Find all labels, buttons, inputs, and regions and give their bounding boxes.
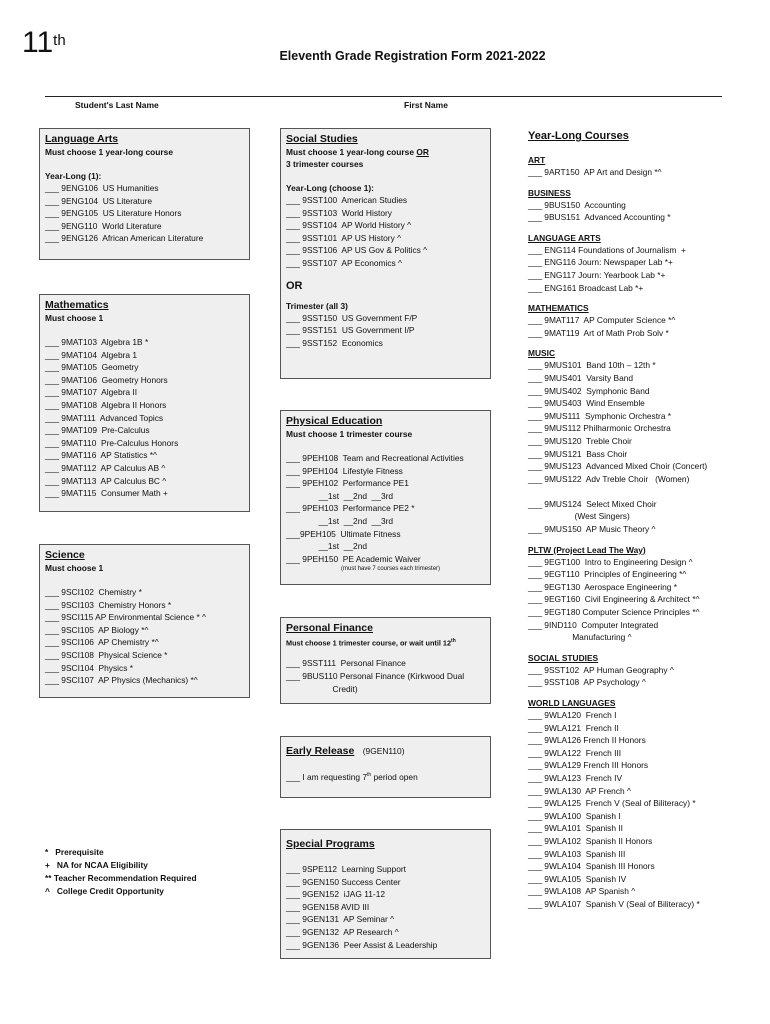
course-option[interactable]: ___ 9SST111 Personal Finance — [286, 658, 406, 669]
course-option: Manufacturing ^ — [528, 632, 632, 643]
year-long-section-heading: WORLD LANGUAGES — [528, 698, 616, 708]
course-option[interactable]: ___ 9WLA108 AP Spanish ^ — [528, 886, 636, 897]
course-option[interactable]: ___ 9WLA105 Spanish IV — [528, 873, 627, 884]
year-long-title: Year-Long Courses — [528, 130, 629, 142]
personal-finance-list — [286, 657, 484, 695]
course-option[interactable]: ___ 9MUS121 Bass Choir — [528, 448, 628, 459]
course-option[interactable]: ___ 9MAT107 Algebra II — [45, 387, 138, 398]
year-long-section-heading: BUSINESS — [528, 187, 571, 198]
course-option[interactable]: ___ 9MUS403 Wind Ensemble — [528, 398, 645, 409]
social-studies-or: OR — [286, 279, 303, 292]
course-option[interactable]: ___ 9PEH150 PE Academic Waiver — [286, 553, 421, 564]
course-option[interactable]: ___ 9PEH108 Team and Recreational Activities — [286, 453, 464, 463]
course-option[interactable]: ___ 9PEH103 Performance PE2 * — [286, 503, 415, 514]
course-option[interactable]: ___ 9GEN150 Success Center — [286, 876, 401, 887]
course-option[interactable]: ___ 9GEN131 AP Seminar ^ — [286, 914, 395, 925]
course-option[interactable]: ___ 9SCI107 AP Physics (Mechanics) *^ — [45, 675, 198, 686]
legend-item: ^ College Credit Opportunity — [45, 886, 164, 896]
social-studies-yearlong-list — [286, 194, 484, 270]
course-option[interactable]: ___ 9SCI104 Physics * — [45, 662, 133, 673]
science-title: Science — [45, 549, 85, 561]
language-arts-subhead: Year-Long (1): — [45, 171, 102, 181]
mathematics-title: Mathematics — [45, 299, 109, 311]
course-option[interactable]: ___ 9MAT110 Pre-Calculus Honors — [45, 437, 179, 448]
social-studies-title: Social Studies — [286, 133, 358, 145]
course-option[interactable]: ___ 9WLA102 Spanish II Honors — [528, 835, 653, 846]
first-name-label: First Name — [404, 100, 448, 110]
course-option[interactable]: ___ 9SCI108 Physical Science * — [45, 649, 168, 660]
course-option[interactable]: ___ 9WLA129 French III Honors — [528, 760, 649, 771]
language-arts-box — [39, 128, 250, 260]
mathematics-list — [45, 336, 243, 500]
personal-finance-title: Personal Finance — [286, 622, 373, 634]
course-option[interactable]: ___9PEH105 Ultimate Fitness — [286, 528, 401, 539]
social-studies-yearlong-head: Year-Long (choose 1): — [286, 183, 374, 193]
last-name-label: Student's Last Name — [75, 100, 159, 110]
language-arts-requirement: Must choose 1 year-long course — [45, 147, 173, 157]
course-option[interactable]: ___ 9EGT160 Civil Engineering & Architect *^ — [528, 594, 700, 605]
special-programs-title: Special Programs — [286, 838, 375, 850]
course-option[interactable]: ___ 9MUS123 Advanced Mixed Choir (Concert) — [528, 461, 708, 472]
course-option[interactable]: ___ 9WLA101 Spanish II — [528, 823, 623, 834]
course-option[interactable]: ___ 9GEN158 AVID III — [286, 901, 370, 912]
course-option[interactable]: ___ 9SCI106 AP Chemistry *^ — [45, 637, 159, 648]
social-studies-requirement-b: 3 trimester courses — [286, 159, 364, 169]
course-option[interactable]: ___ 9BUS151 Advanced Accounting * — [528, 212, 671, 223]
course-option — [528, 485, 760, 498]
course-option: Credit) — [286, 683, 358, 694]
course-option[interactable]: ___ ENG161 Broadcast Lab *+ — [528, 282, 644, 293]
course-option[interactable]: ___ 9EGT130 Aerospace Engineering * — [528, 581, 677, 592]
science-list — [45, 586, 243, 687]
course-option[interactable]: ___ 9MUS150 AP Music Theory ^ — [528, 524, 656, 535]
course-option[interactable]: ___ 9WLA121 French II — [528, 722, 619, 733]
course-option[interactable]: ___ 9SST100 American Studies — [286, 195, 408, 205]
course-option[interactable]: ___ 9EGT100 Intro to Engineering Design ^ — [528, 556, 693, 567]
course-option[interactable]: ___ 9SST106 AP US Gov & Politics ^ — [286, 245, 428, 256]
course-option[interactable]: ___ 9GEN136 Peer Assist & Leadership — [286, 939, 438, 950]
course-option[interactable]: ___ 9MAT116 AP Statistics *^ — [45, 450, 157, 461]
course-option[interactable]: ___ 9MAT111 Advanced Topics — [45, 412, 164, 423]
early-release-code: (9GEN110) — [362, 746, 405, 756]
course-option[interactable]: ___ ENG116 Journ: Newspaper Lab *+ — [528, 257, 673, 268]
course-option[interactable]: ___ 9SST103 World History — [286, 207, 392, 218]
course-option[interactable]: ___ 9WLA103 Spanish III — [528, 848, 626, 859]
course-option[interactable]: ___ 9MUS112 Philharmonic Orchestra — [528, 423, 671, 434]
legend-item: * Prerequisite — [45, 847, 104, 857]
course-option[interactable]: ___ 9MAT115 Consumer Math + — [45, 488, 168, 499]
course-option[interactable]: ___ 9SST152 Economics — [286, 337, 383, 348]
course-option[interactable]: ___ 9WLA104 Spanish III Honors — [528, 861, 655, 872]
social-studies-trimester-list — [286, 312, 484, 350]
course-option[interactable]: ___ 9MAT105 Geometry — [45, 362, 139, 373]
name-line[interactable] — [45, 96, 722, 97]
science-requirement: Must choose 1 — [45, 563, 104, 573]
course-option[interactable]: ___ 9SST101 AP US History ^ — [286, 232, 402, 243]
course-option[interactable]: ___ 9MAT117 AP Computer Science *^ — [528, 315, 676, 326]
year-long-section-heading: LANGUAGE ARTS — [528, 232, 601, 243]
science-box — [39, 544, 250, 698]
course-option[interactable]: ___ 9MAT112 AP Calculus AB ^ — [45, 462, 166, 473]
course-option[interactable]: ___ 9MUS122 Adv Treble Choir (Women) — [528, 473, 690, 484]
course-option[interactable]: ___ 9WLA100 Spanish I — [528, 810, 621, 821]
course-option[interactable]: ___ 9ENG110 World Literature — [45, 220, 162, 231]
physical-education-list — [286, 452, 484, 565]
course-option[interactable]: ___ 9ENG126 African American Literature — [45, 233, 204, 244]
course-option[interactable]: ___ 9MUS120 Treble Choir — [528, 435, 632, 446]
legend-item: + NA for NCAA Eligibility — [45, 860, 148, 870]
mathematics-requirement: Must choose 1 — [45, 313, 104, 323]
course-option[interactable]: ___ 9IND110 Computer Integrated — [528, 619, 659, 630]
course-option[interactable]: ___ 9WLA120 French I — [528, 710, 617, 720]
course-option[interactable]: ___ 9ART150 AP Art and Design *^ — [528, 167, 662, 177]
course-option[interactable]: ___ 9MAT108 Algebra II Honors — [45, 399, 167, 410]
language-arts-title: Language Arts — [45, 133, 119, 145]
course-option[interactable]: ___ ENG117 Journ: Yearbook Lab *+ — [528, 269, 666, 280]
early-release-title: Early Release — [286, 745, 355, 757]
course-option[interactable]: ___ 9MAT103 Algebra 1B * — [45, 337, 149, 347]
course-option[interactable]: ___ 9WLA130 AP French ^ — [528, 785, 631, 796]
course-option[interactable]: ___ 9WLA107 Spanish V (Seal of Biliteracy) * — [528, 898, 700, 909]
course-option[interactable]: ___ 9ENG106 US Humanities — [45, 183, 159, 193]
course-option[interactable]: ___ 9GEN132 AP Research ^ — [286, 926, 399, 937]
course-option[interactable]: __1st __2nd __3rd — [286, 490, 394, 501]
social-studies-requirement: Must choose 1 year-long course OR — [286, 147, 429, 157]
course-option[interactable]: ___ 9MUS101 Band 10th – 12th * — [528, 360, 656, 371]
early-release-header — [286, 741, 484, 759]
course-option[interactable]: ___ 9ENG104 US Literature — [45, 195, 153, 206]
year-long-section-heading: MUSIC — [528, 348, 555, 359]
course-option[interactable]: ___ 9SCI102 Chemistry * — [45, 587, 142, 597]
social-studies-box — [280, 128, 491, 379]
course-option[interactable]: ___ 9SST151 US Government I/P — [286, 325, 415, 336]
physical-education-box — [280, 410, 491, 585]
form-title: Eleventh Grade Registration Form 2021-2022 — [279, 49, 546, 63]
course-option[interactable]: ___ 9MUS111 Symphonic Orchestra * — [528, 410, 672, 421]
special-programs-box — [280, 829, 491, 959]
course-option[interactable]: ___ 9MAT106 Geometry Honors — [45, 374, 168, 385]
course-option[interactable]: ___ 9SCI115 AP Environmental Science * ^ — [45, 612, 206, 623]
course-option[interactable]: ___ 9SST150 US Government F/P — [286, 312, 418, 323]
year-long-courses — [528, 128, 760, 911]
course-option[interactable]: ___ 9MAT109 Pre-Calculus — [45, 425, 150, 436]
course-option[interactable]: ___ 9PEH102 Performance PE1 — [286, 478, 409, 489]
course-option[interactable]: ___ 9SST108 AP Psychology ^ — [528, 677, 646, 688]
course-option[interactable]: ___ 9WLA122 French III — [528, 747, 622, 758]
year-long-section-heading: ART — [528, 155, 546, 165]
legend-item: ** Teacher Recommendation Required — [45, 873, 197, 883]
course-option[interactable]: ___ 9SST107 AP Economics ^ — [286, 257, 402, 268]
course-option[interactable]: ___ 9MUS402 Symphonic Band — [528, 385, 650, 396]
course-option[interactable]: ___ 9SCI103 Chemistry Honors * — [45, 599, 172, 610]
physical-education-requirement: Must choose 1 trimester course — [286, 429, 413, 439]
mathematics-box — [39, 294, 250, 512]
year-long-section-heading: PLTW (Project Lead The Way) — [528, 544, 646, 555]
early-release-box — [280, 736, 491, 798]
legend — [45, 846, 197, 898]
year-long-section-heading: MATHEMATICS — [528, 303, 589, 314]
language-arts-list — [45, 182, 243, 245]
course-option[interactable]: ___ 9MAT104 Algebra 1 — [45, 349, 138, 360]
course-option[interactable]: ___ 9EGT180 Computer Science Principles *^ — [528, 607, 700, 618]
course-option[interactable]: __1st __2nd — [286, 541, 368, 552]
course-option[interactable]: ___ 9MUS401 Varsity Band — [528, 372, 634, 383]
course-option[interactable]: ___ 9MAT113 AP Calculus BC ^ — [45, 475, 167, 486]
personal-finance-requirement: Must choose 1 trimester course, or wait until 12th — [286, 638, 456, 648]
course-option[interactable]: ___ 9BUS110 Personal Finance (Kirkwood Dual — [286, 671, 465, 682]
physical-education-note: (must have 7 courses each trimester) — [341, 566, 441, 573]
course-option[interactable]: ___ 9GEN152 iJAG 11-12 — [286, 889, 386, 900]
course-option[interactable]: ___ 9WLA126 French II Honors — [528, 735, 646, 746]
course-option[interactable]: ___ 9PEH104 Lifestyle Fitness — [286, 465, 403, 476]
early-release-request[interactable]: ___ I am requesting 7th period open — [286, 771, 418, 782]
course-option[interactable]: ___ 9MAT119 Art of Math Prob Solv * — [528, 327, 669, 338]
physical-education-title: Physical Education — [286, 415, 383, 427]
course-option[interactable]: ___ 9WLA123 French IV — [528, 772, 623, 783]
course-option[interactable]: ___ 9SPE112 Learning Support — [286, 864, 406, 874]
course-option[interactable]: ___ 9WLA125 French V (Seal of Biliteracy) * — [528, 798, 696, 809]
grade-heading: 11th — [22, 26, 66, 59]
course-option[interactable]: __1st __2nd __3rd — [286, 515, 394, 526]
course-option[interactable]: ___ 9EGT110 Principles of Engineering *^ — [528, 569, 687, 580]
course-option[interactable]: ___ 9SST104 AP World History ^ — [286, 220, 412, 231]
year-long-section-heading: SOCIAL STUDIES — [528, 652, 599, 663]
course-option[interactable]: ___ ENG114 Foundations of Journalism + — [528, 244, 686, 255]
course-option[interactable]: ___ 9ENG105 US Literature Honors — [45, 208, 182, 219]
course-option: (West Singers) — [528, 511, 630, 522]
personal-finance-box — [280, 617, 491, 704]
social-studies-trimester-head: Trimester (all 3) — [286, 300, 348, 311]
course-option[interactable]: ___ 9SCI105 AP Biology *^ — [45, 624, 149, 635]
year-long-sections — [528, 154, 760, 911]
course-option[interactable]: ___ 9MUS124 Select Mixed Choir — [528, 498, 657, 509]
course-option[interactable]: ___ 9BUS150 Accounting — [528, 199, 626, 210]
special-programs-list — [286, 863, 484, 951]
course-option[interactable]: ___ 9SST102 AP Human Geography ^ — [528, 664, 674, 675]
